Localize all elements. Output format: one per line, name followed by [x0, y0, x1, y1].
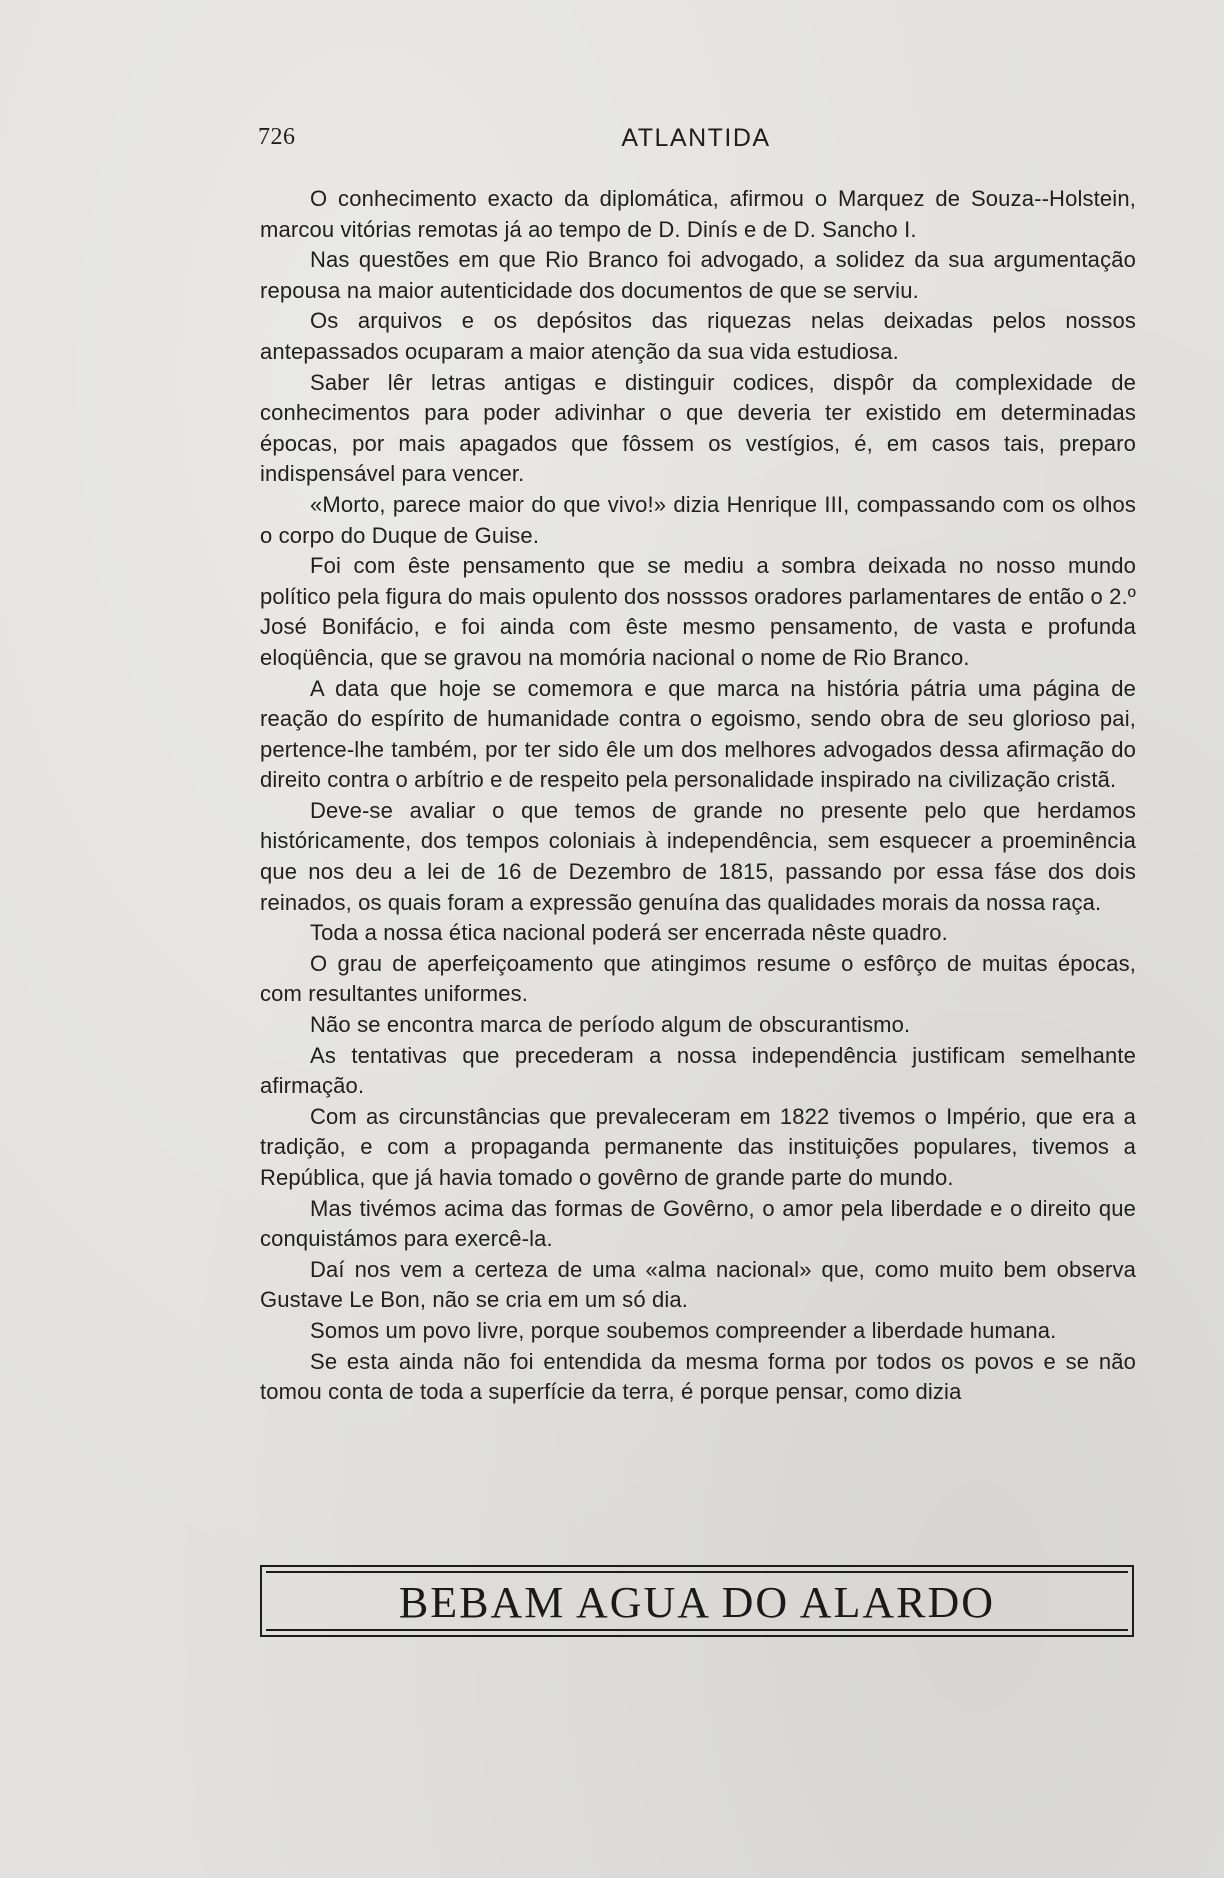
- page-number: 726: [258, 124, 296, 150]
- journal-title: ATLANTIDA: [621, 124, 771, 152]
- paragraph: Nas questões em que Rio Branco foi advogado, a solidez da sua argumentação repousa na maior autenticidade dos documentos de que se serviu.: [260, 247, 1136, 303]
- paragraph: A data que hoje se comemora e que marca na história pátria uma página de reação do espírito de humanidade contra o egoismo, sendo obra de seu glorioso pai, pertence-lhe também, por ter sido êle um dos melhores advogados dessa afirmação do direito contra o arbítrio e de respeito pela personalidade inspirado na civilização cristã.: [260, 675, 1136, 793]
- paragraph: Os arquivos e os depósitos das riquezas nelas deixadas pelos nossos antepassados ocuparam a maior atenção da sua vida estudiosa.: [260, 308, 1136, 364]
- paragraph: O conhecimento exacto da diplomática, afirmou o Marquez de Souza--Holstein, marcou vitórias remotas já ao tempo de D. Dinís e de D. Sancho I.: [260, 186, 1136, 242]
- paragraph: O grau de aperfeiçoamento que atingimos resume o esfôrço de muitas épocas, com resultantes uniformes.: [260, 950, 1136, 1007]
- paragraph: Daí nos vem a certeza de uma «alma nacional» que, como muito bem observa Gustave Le Bon, não se cria em um só dia.: [260, 1256, 1136, 1313]
- paragraph: Toda a nossa ética nacional poderá ser encerrada nêste quadro.: [310, 920, 948, 946]
- paragraph: Saber lêr letras antigas e distinguir codices, dispôr da complexidade de conhecimentos para poder adivinhar o que deveria ter existido em determinadas épocas, por mais apagados que fôssem os vestígios, é, em casos tais, preparo indispensável para vencer.: [260, 369, 1136, 487]
- paragraph: As tentativas que precederam a nossa independência justificam semelhante afirmação.: [260, 1042, 1136, 1099]
- article-body: [260, 184, 1136, 1408]
- paragraph: Deve-se avaliar o que temos de grande no presente pelo que herdamos históricamente, dos tempos coloniais à independência, sem esquecer a proeminência que nos deu a lei de 16 de Dezembro de 1815, passando por essa fáse dos dois reinados, os quais foram a expressão genuína das qualidades morais da nossa raça.: [260, 797, 1136, 915]
- paragraph: Não se encontra marca de período algum de obscurantismo.: [310, 1012, 911, 1038]
- paragraph: Mas tivémos acima das formas de Govêrno, o amor pela liberdade e o direito que conquistámos para exercê-la.: [260, 1195, 1136, 1252]
- running-head: [258, 124, 1134, 160]
- paragraph: «Morto, parece maior do que vivo!» dizia Henrique III, compassando com os olhos o corpo do Duque de Guise.: [260, 491, 1136, 548]
- paragraph: Foi com êste pensamento que se mediu a sombra deixada no nosso mundo político pela figura do mais opulento dos nosssos oradores parlamentares de então o 2.º José Bonifácio, e foi ainda com êste mesmo pensamento, de vasta e profunda eloqüência, que se gravou na momória nacional o nome de Rio Branco.: [260, 553, 1136, 670]
- advertisement-box: [260, 1565, 1134, 1637]
- paragraph: Com as circunstâncias que prevaleceram em 1822 tivemos o Império, que era a tradição, e com a propaganda permanente das instituições populares, tivemos a República, que já havia tomado o govêrno de grande parte do mundo.: [260, 1103, 1136, 1190]
- advertisement-text: BEBAM AGUA DO ALARDO: [398, 1578, 996, 1627]
- paragraph: Somos um povo livre, porque soubemos compreender a liberdade humana.: [310, 1317, 1057, 1343]
- paragraph: Se esta ainda não foi entendida da mesma forma por todos os povos e se não tomou conta de toda a superfície da terra, é porque pensar, como dizia: [260, 1348, 1136, 1405]
